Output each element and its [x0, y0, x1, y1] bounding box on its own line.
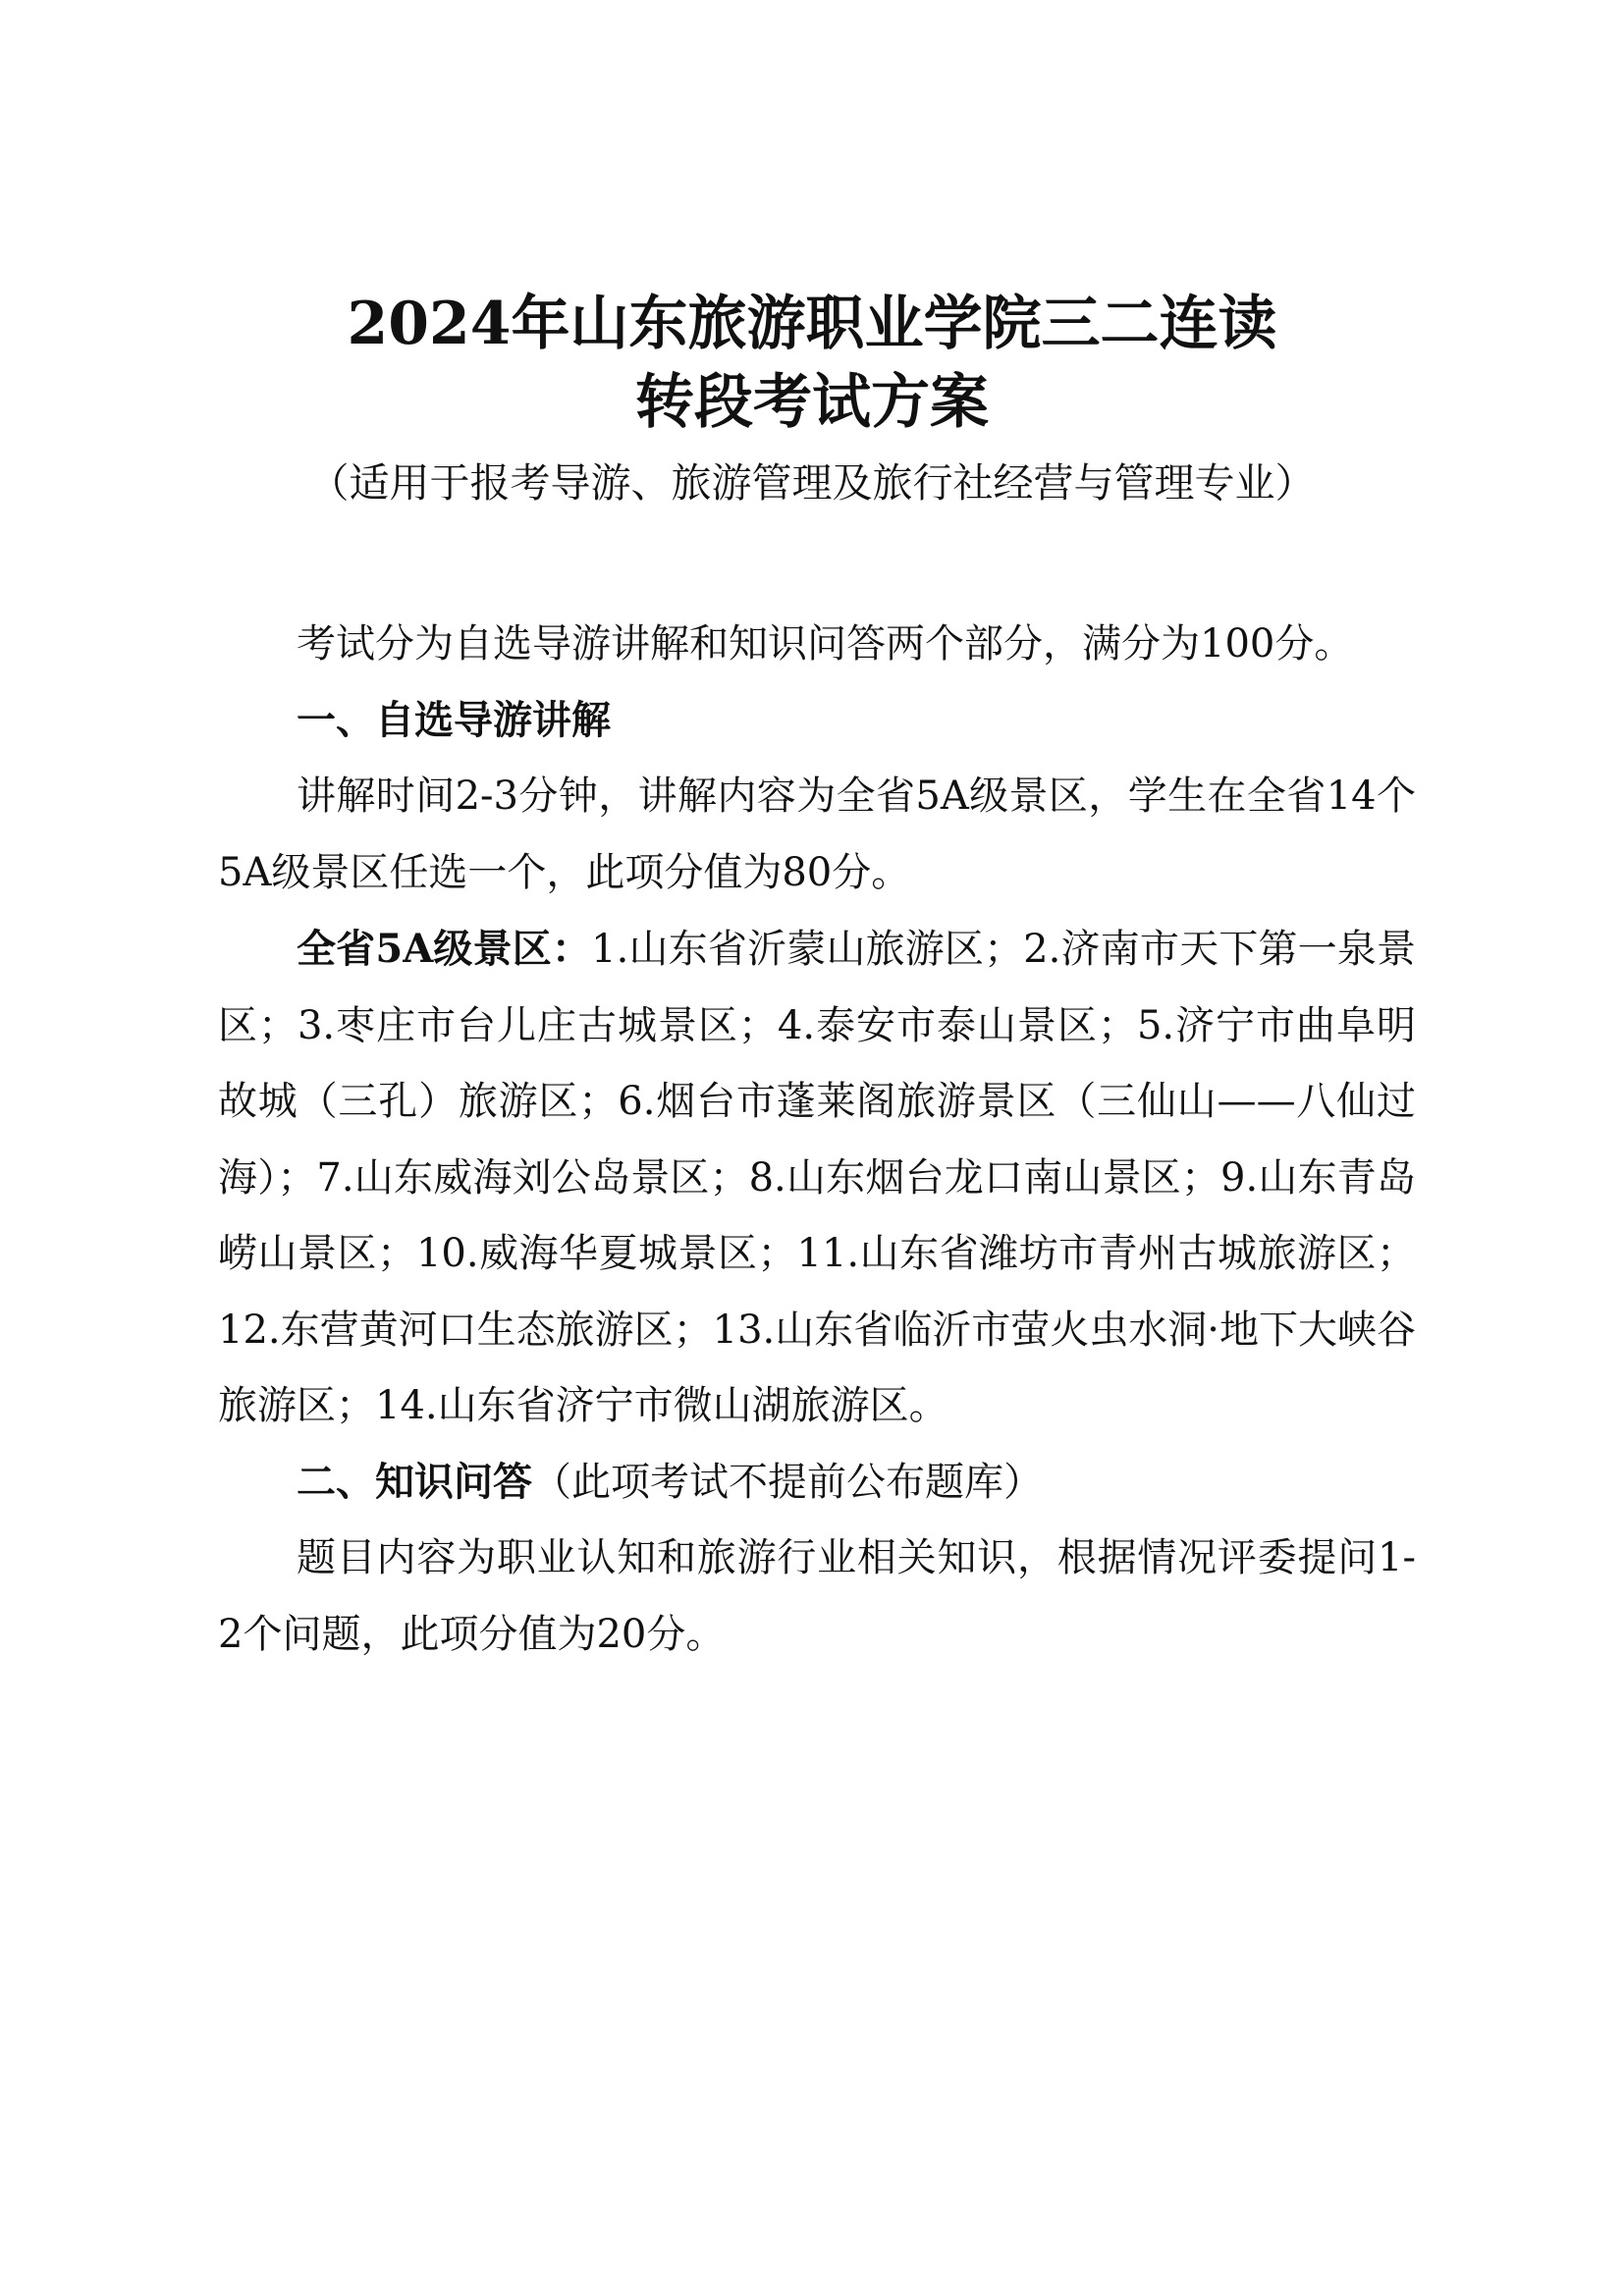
section-2-heading-text: 二、知识问答 [297, 1459, 532, 1505]
section-2-paragraph: 题目内容为职业认知和旅游行业相关知识，根据情况评委提问1-2个问题，此项分值为20分。 [218, 1535, 1416, 1657]
intro-paragraph: 考试分为自选导游讲解和知识问答两个部分，满分为100分。 [297, 621, 1354, 667]
section-2-heading [218, 1445, 1416, 1522]
scenic-areas-label: 全省5A级景区： [297, 926, 592, 972]
document-title-line-1: 2024年山东旅游职业学院三二连读 [347, 290, 1277, 358]
scenic-areas-paragraph [218, 911, 1416, 1445]
section-2-heading-note: （此项考试不提前公布题库） [532, 1459, 1043, 1505]
scenic-areas-list: 1.山东省沂蒙山旅游区；2.济南市天下第一泉景区；3.枣庄市台儿庄古城景区；4.泰安市泰山景区；5.济宁市曲阜明故城（三孔）旅游区；6.烟台市蓬莱阁旅游景区（三仙山——八仙过海）；7.山东威海刘公岛景区；8.山东烟台龙口南山景区；9.山东青岛崂山景区；10.威海华夏城景区；11.山东省潍坊市青州古城旅游区；12.东营黄河口生态旅游区；13.山东省临沂市萤火虫水洞·地下大峡谷旅游区；14.山东省济宁市微山湖旅游区。 [218, 927, 1417, 1428]
document-title-line-2: 转段考试方案 [635, 368, 989, 437]
section-1-heading [218, 683, 1416, 760]
document-body [218, 607, 1416, 1673]
document-subtitle: （适用于报考导游、旅游管理及旅行社经营与管理专业） [308, 459, 1316, 507]
section-1-paragraph: 讲解时间2-3分钟，讲解内容为全省5A级景区，学生在全省14个5A级景区任选一个，此项分值为80分。 [218, 774, 1416, 895]
section-1-heading-text: 一、自选导游讲解 [297, 697, 611, 743]
